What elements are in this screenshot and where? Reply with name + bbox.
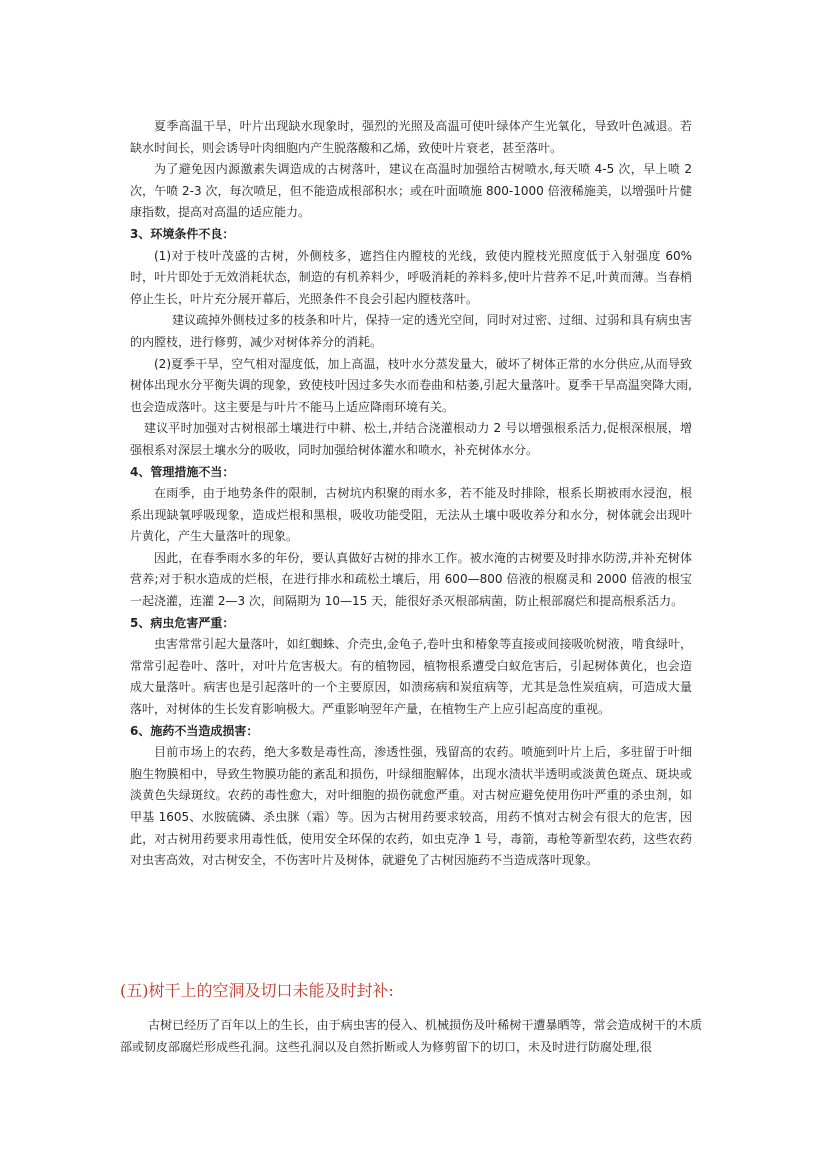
paragraph-pesticides: 目前市场上的农药，绝大多数是毒性高，渗透性强，残留高的农药。喷施到叶片上后，多驻留于叶细胞生物膜相中，导致生物膜功能的紊乱和损伤，叶绿细胞解体，出现水渍状半透明或淡黄色斑点、斑块或淡黄色失绿斑纹。农药的毒性愈大，对叶细胞的损伤就愈严重。对古树应避免使用伤叶严重的杀虫剂，如甲基 1605、水胺硫磷、杀虫脒（霜）等。因为古树用药要求较高，用药不慎对古树会有很大的危害，因此，对古树用药要求用毒性低，使用安全环保的农药，如虫克净 1 号，毒箭，毒枪等新型农药，这些农药对虫害高效，对古树安全，不伤害叶片及树体，就避免了古树因施药不当造成落叶现象。 [130,745,692,868]
heading-environment: 3、环境条件不良： [130,226,235,241]
section-title: (五)树干上的空洞及切口未能及时封补: [120,981,394,1000]
paragraph-heat-drought: 夏季高温干旱，叶片出现缺水现象时，强烈的光照及高温可使叶绿体产生光氧化，导致叶色减退。若缺水时间长，则会诱导叶肉细胞内产生脱落酸和乙烯，致使叶片衰老，甚至落叶。 [130,119,692,155]
main-text-block [130,116,692,872]
paragraph-inner-branches: (1)对于枝叶茂盛的古树，外侧枝多，遮挡住内膛枝的光线，致使内膛枝光照度低于入射强度 60%时，叶片即处于无效消耗状态，制造的有机养料少，呼吸消耗的养料多,使叶片营养不足,叶黄而薄。当春梢停止生长，叶片充分展开幕后，光照条件不良会引起内膛枝落叶。 [130,248,692,306]
paragraph-trunk-holes: 古树已经历了百年以上的生长，由于病虫害的侵入、机械损伤及叶稀树干遭暴晒等，常会造成树干的木质部或韧皮部腐烂形成些孔洞。这些孔洞以及自然折断或人为修剪留下的切口，未及时进行防腐处理,很 [120,1018,702,1054]
paragraph-summer-drought: (2)夏季干旱，空气相对湿度低，加上高温，枝叶水分蒸发量大，破坏了树体正常的水分供应,从而导致树体出现水分平衡失调的现象，致使枝叶因过多失水而卷曲和枯萎,引起大量落叶。夏季干旱高温突降大雨,也会造成落叶。这主要是与叶片不能马上适应降雨环境有关。 [130,356,692,414]
heading-management: 4、管理措施不当： [130,464,235,479]
paragraph-rainy-season: 在雨季，由于地势条件的限制，古树坑内积聚的雨水多，若不能及时排除，根系长期被雨水浸泡，根系出现缺氧呼吸现象，造成烂根和黑根，吸收功能受阻，无法从土壤中吸收养分和水分，树体就会出现叶片黄化，产生大量落叶的现象。 [130,486,692,544]
heading-pesticides: 6、施药不当造成损害： [130,723,259,738]
paragraph-pests: 虫害常常引起大量落叶，如红蜘蛛、介壳虫,金龟子,卷叶虫和椿象等直接或间接吸吮树液，啃食绿叶，常常引起卷叶、落叶，对叶片危害极大。有的植物园，植物根系遭受白蚁危害后，引起树体黄化，也会造成大量落叶。病害也是引起落叶的一个主要原因，如溃疡病和炭疽病等，尤其是急性炭疽病，可造成大量落叶，对树体的生长发育影响极大。严重影响翌年产量，在植物生产上应引起高度的重视。 [130,637,692,717]
section-trunk-holes [120,978,702,1058]
paragraph-pruning-advice: 建议疏掉外侧枝过多的枝条和叶片，保持一定的透光空间，同时对过密、过细、过弱和具有病虫害的内膛枝，进行修剪，减少对树体养分的消耗。 [130,313,692,349]
paragraph-hormone-advice: 为了避免因内源激素失调造成的古树落叶，建议在高温时加强给古树喷水,每天喷 4-5 次，早上喷 2 次，午喷 2-3 次，每次喷足，但不能造成根部积水；或在叶面喷施 800-1000 倍液稀施美，以增强叶片健康指数，提高对高温的适应能力。 [130,162,692,220]
paragraph-soil-advice: 建议平时加强对古树根部土壤进行中耕、松土,并结合浇灌根动力 2 号以增强根系活力,促根深根展，增强根系对深层土壤水分的吸收，同时加强给树体灌水和喷水，补充树体水分。 [130,421,692,457]
heading-pests: 5、病虫危害严重： [130,615,235,630]
paragraph-drainage-advice: 因此，在春季雨水多的年份，要认真做好古树的排水工作。被水淹的古树要及时排水防涝,并补充树体营养;对于积水造成的烂根，在进行排水和疏松土壤后，用 600—800 倍液的根腐灵和 2000 倍液的根宝一起浇灌，连灌 2—3 次，间隔期为 10—15 天，能很好杀灭根部病菌，防止根部腐烂和提高根系活力。 [130,550,692,609]
